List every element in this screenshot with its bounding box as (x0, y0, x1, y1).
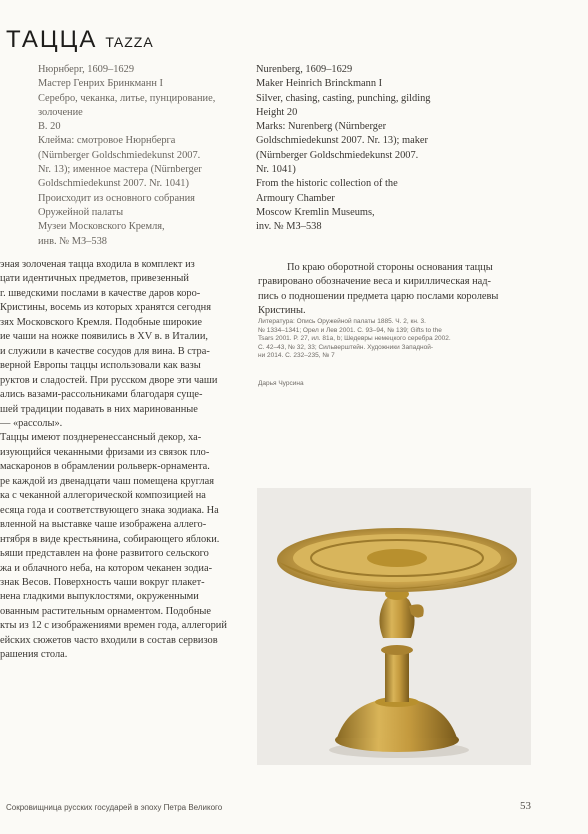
meta-ru-line: В. 20 (38, 121, 61, 133)
body-line: жа и облачного неба, на котором чеканен зодиа- (0, 562, 213, 574)
meta-en-line: (Nürnberger Goldschmiedekunst 2007. (256, 149, 419, 161)
meta-en-line: Height 20 (256, 106, 298, 118)
body-line: ейских сюжетов часто входили в состав сервизов (0, 634, 218, 646)
body-line: шей традиции подавать в них маринованные (0, 403, 198, 415)
meta-en-line: Armoury Chamber (256, 192, 335, 204)
body-text-left (0, 258, 244, 663)
body-line: ались вазами-рассольниками благодаря суще- (0, 389, 203, 401)
literature-references (258, 318, 530, 361)
literature-line: Литература: Опись Оружейной палаты 1885. Ч. 2, кн. 3. (258, 318, 426, 325)
catalog-metadata-ru (38, 63, 246, 249)
body-line: изующийся чеканными фризами из связок пло- (0, 446, 210, 458)
meta-en-line: Moscow Kremlin Museums, (256, 206, 375, 218)
body-line: ованным растительным орнаментом. Подобные (0, 605, 211, 617)
meta-en-line: Nr. 1041) (256, 164, 296, 176)
body-line: нтября в виде крестьянина, собирающего яблоки. (0, 533, 220, 545)
body-line: гравировано обозначение веса и кириллическая над- (258, 276, 491, 288)
title-en: TAZZA (105, 34, 154, 50)
body-line: зях Московского Кремля. Подобные широкие (0, 316, 202, 328)
meta-ru-line: Серебро, чеканка, литье, пунцирование, (38, 92, 216, 104)
literature-line: С. 42–43, № 32, 33; Сильверштейн. Художники Западной- (258, 343, 434, 351)
meta-en-line: Goldschmiedekunst 2007. Nr. 13); maker (256, 135, 428, 147)
literature-line: ни 2014. С. 232–235, № 7 (258, 352, 335, 360)
body-line: Кристины. (258, 305, 306, 317)
meta-en-line: Nurenberg, 1609–1629 (256, 64, 353, 75)
body-line: ка с чеканной аллегорической композицией на (0, 490, 206, 502)
author-credit: Дарья Чурсина (258, 380, 304, 387)
meta-ru-line: Мастер Генрих Бринкманн I (38, 78, 163, 90)
body-line: маскаронов в обрамлении рольверк-орнамента. (0, 461, 210, 473)
body-line: есяца года и соответствующего знака зодиака. На (0, 504, 219, 516)
body-line: цати идентичных предметов, привезенный (0, 273, 189, 285)
meta-ru-line: Goldschmiedekunst 2007. Nr. 1041) (38, 178, 189, 190)
body-line: ьяши представлен на фоне развитого сельского (0, 548, 209, 560)
body-line: г. шведскими послами в качестве даров коро- (0, 287, 201, 299)
body-line: руктов и сладостей. При русском дворе эти чаши (0, 374, 218, 386)
body-line: кты из 12 с изображениями времен года, аллегорий (0, 620, 227, 632)
body-line: эная золоченая тацца входила в комплект из (0, 259, 195, 270)
meta-ru-line: Nr. 13); именное мастера (Nürnberger (38, 164, 202, 176)
catalog-metadata-en (256, 63, 468, 235)
page-number: 53 (520, 800, 531, 812)
entry-title (6, 26, 154, 54)
meta-ru-line: Происходит из основного собрания (38, 192, 195, 204)
meta-ru-line: золочение (38, 106, 83, 118)
literature-line: Tsars 2001. P. 27, ил. 81а, b; Шедевры немецкого серебра 2002. (258, 335, 451, 343)
body-line: По краю оборотной стороны основания таццы (287, 262, 493, 273)
tazza-photo (257, 488, 531, 765)
meta-en-line: Silver, chasing, casting, punching, gilding (256, 92, 431, 104)
meta-ru-line: Нюрнберг, 1609–1629 (38, 64, 135, 75)
body-line: пись о подношении предмета царю послами королевы (258, 290, 499, 302)
running-title: Сокровищница русских государей в эпоху Петра Великого (6, 803, 223, 812)
body-line: ие чаши на ножке появились в XV в. в Италии, (0, 331, 209, 343)
body-line: — «рассолы». (0, 417, 63, 429)
body-line: ре каждой из двенадцати чаш помещена круглая (0, 475, 214, 487)
body-line: рашения стола. (0, 649, 68, 661)
body-line: Кристины, восемь из которых хранятся сегодня (0, 302, 211, 314)
meta-ru-line: (Nürnberger Goldschmiedekunst 2007. (38, 149, 201, 161)
body-line: знак Весов. Поверхность чаши вокруг плакет- (0, 576, 205, 588)
body-line: и служили в качестве сосудов для вина. В стра- (0, 345, 210, 357)
meta-en-line: inv. № МЗ–538 (256, 221, 322, 233)
meta-en-line: Maker Heinrich Brinckmann I (256, 78, 383, 90)
meta-ru-line: Музеи Московского Кремля, (38, 221, 165, 233)
meta-ru-line: инв. № МЗ–538 (38, 235, 107, 247)
literature-line: № 1334–1341; Орел и Лев 2001. С. 93–94, № 139; Gifts to the (258, 326, 442, 334)
body-line: вленной на выставке чаше изображена аллего- (0, 519, 207, 531)
tazza-illustration (257, 488, 531, 765)
body-text-right (258, 261, 556, 319)
body-line: верной Европы таццы использовали как вазы (0, 360, 201, 372)
meta-en-line: From the historic collection of the (256, 178, 398, 190)
body-line: Таццы имеют позднеренессансный декор, ха- (0, 432, 202, 444)
meta-en-line: Marks: Nurenberg (Nürnberger (256, 121, 387, 133)
title-ru: ТАЦЦА (6, 26, 98, 53)
meta-ru-line: Оружейной палаты (38, 206, 124, 218)
meta-ru-line: Клейма: смотровое Нюрнберга (38, 135, 176, 147)
body-line: нена гладкими выпуклостями, окруженными (0, 591, 199, 603)
